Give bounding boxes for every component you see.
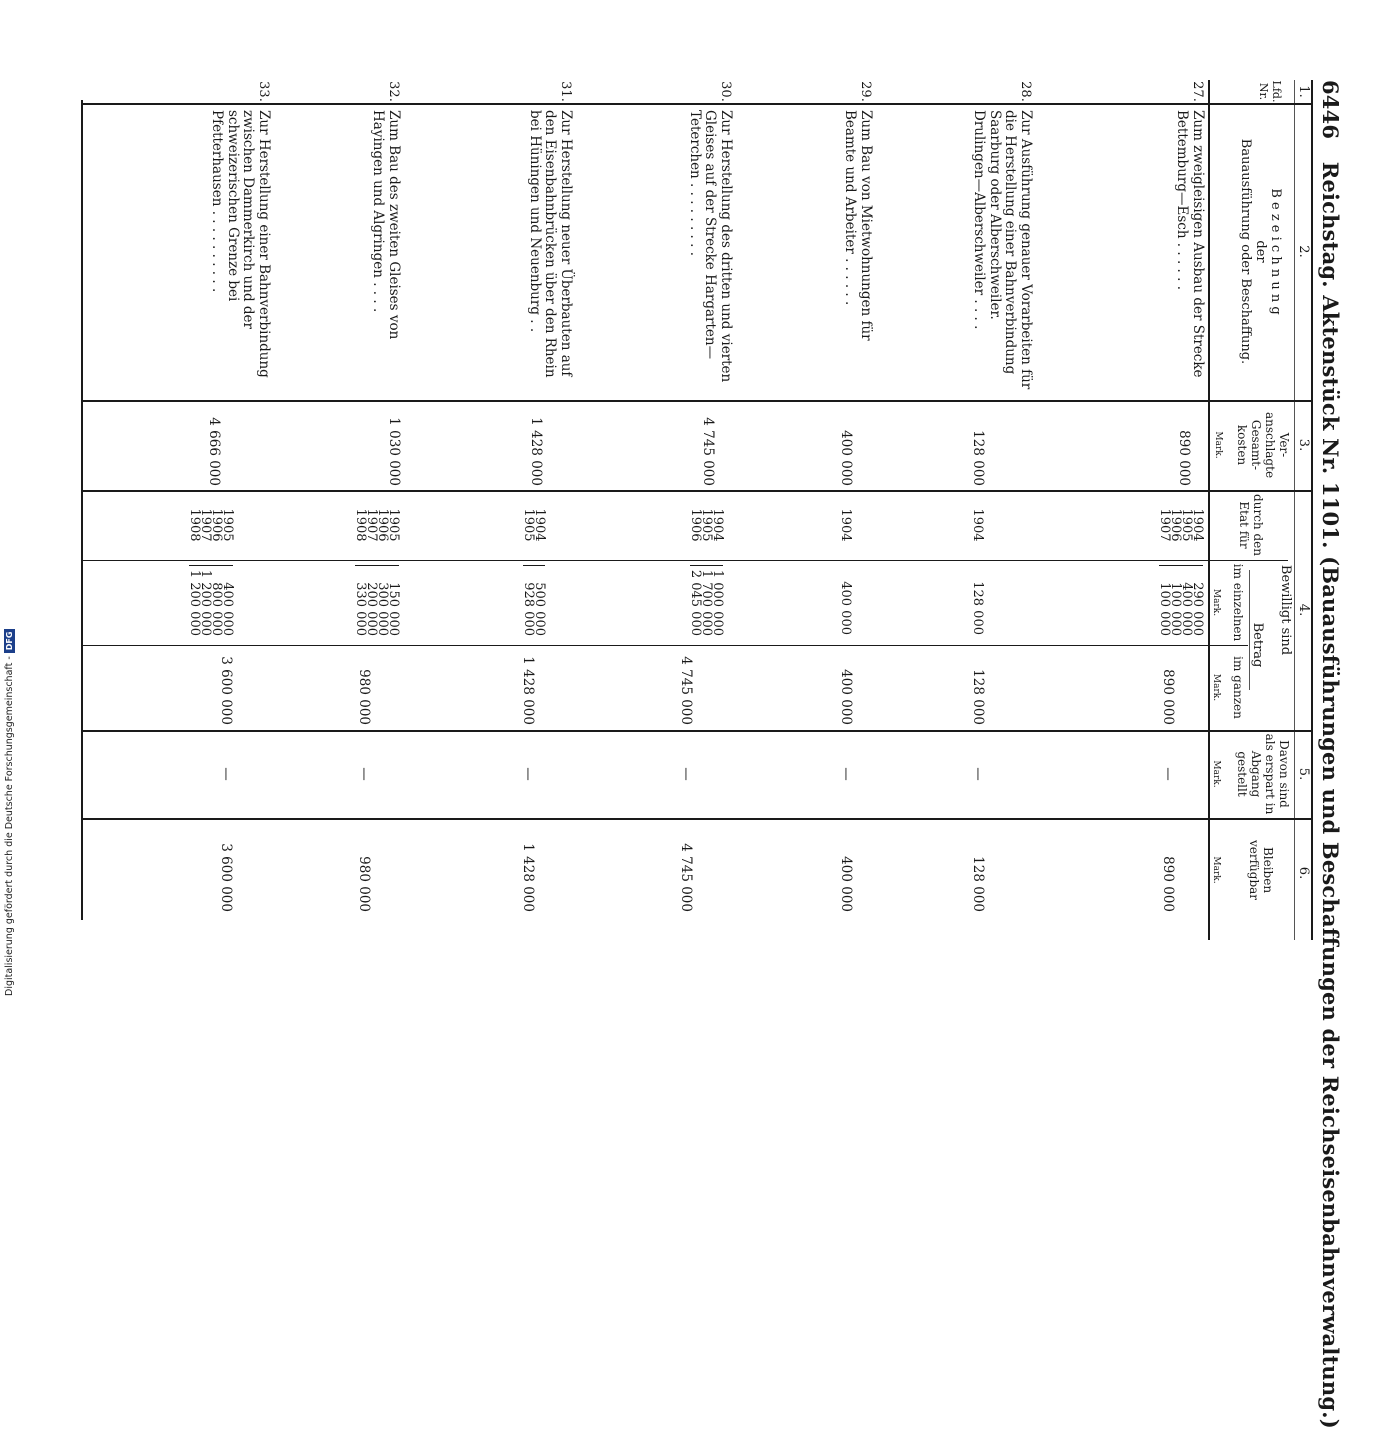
page-title: Reichstag. Aktenstück Nr. 1101. (Bauausführungen und Beschaffungen der Reichseisenbahnverwaltung.) bbox=[1318, 161, 1343, 1429]
row-27-year-2: 1905 bbox=[1179, 508, 1194, 542]
header-mark-6: Mark. bbox=[1211, 856, 1221, 884]
row-28-total: 128 000 bbox=[970, 669, 986, 725]
row-32-amounts bbox=[355, 565, 399, 640]
row-30-amount-3: 2 045 000 bbox=[688, 569, 703, 636]
credit-text: Digitalisierung gefördert durch die Deutsche Forschungsgemeinschaft - bbox=[4, 656, 15, 996]
row-27-amounts bbox=[1159, 565, 1203, 640]
row-31-desc: Zur Herstellung neuer Überbauten auf den Eisenbahnbrücken über den Rhein bei Hüningen und Neuenburg . . bbox=[527, 110, 574, 378]
row-27-desc: Zum zweigleisigen Ausbau der Strecke Bettemburg—Esch . . . . . . bbox=[1174, 110, 1206, 378]
header-veranschlagte: Ver-anschlagte Gesamt-kosten bbox=[1235, 411, 1291, 479]
row-33-year-3: 1907 bbox=[198, 508, 213, 542]
dfg-logo: DFG bbox=[4, 629, 15, 654]
row-33-total: 3 600 000 bbox=[218, 656, 234, 725]
row-32-amount-1: 150 000 bbox=[386, 582, 401, 636]
header-bezeichnung-1: B e z e i c h n u n g bbox=[1268, 188, 1283, 315]
row-32-year-2: 1906 bbox=[375, 508, 390, 542]
colnum-5: 5. bbox=[1296, 767, 1311, 781]
row-28-cost: 128 000 bbox=[970, 430, 986, 486]
header-mark-4a: Mark. bbox=[1211, 588, 1221, 617]
colnum-6: 6. bbox=[1296, 866, 1311, 880]
colnum-3: 3. bbox=[1296, 438, 1311, 452]
header-betrag: Betrag bbox=[1250, 622, 1265, 668]
row-27-amount-2: 400 000 bbox=[1179, 582, 1194, 636]
header-mark-3: Mark. bbox=[1213, 431, 1223, 459]
row-32-verfuegbar: 980 000 bbox=[356, 856, 372, 912]
row-30-cost: 4 745 000 bbox=[700, 417, 716, 486]
row-27-abgang: — bbox=[1160, 767, 1176, 781]
row-29-cost: 400 000 bbox=[838, 430, 854, 486]
row-32-nr: 32. bbox=[386, 81, 401, 102]
header-bezeichnung-3: Bauausführung oder Beschaffung. bbox=[1238, 138, 1253, 365]
row-32-amount-3: 200 000 bbox=[364, 582, 379, 636]
row-33-year-4: 1908 bbox=[187, 508, 202, 542]
header-davon: Davon sind als erspart in Abgang gestellt bbox=[1235, 733, 1291, 815]
row-33-amount-3: 1 200 000 bbox=[198, 569, 213, 636]
row-32-abgang: — bbox=[356, 767, 372, 781]
row-30-total: 4 745 000 bbox=[678, 656, 694, 725]
row-28-verfuegbar: 128 000 bbox=[970, 856, 986, 912]
row-33-desc: Zur Herstellung einer Bahnverbindung zwischen Dammerkirch und der schweizerischen Grenze bei Pfetterhausen . . . . . . . . . . bbox=[209, 110, 272, 378]
row-30-year-2: 1905 bbox=[699, 508, 714, 542]
row-28-years bbox=[972, 495, 983, 555]
row-29-abgang: — bbox=[838, 767, 854, 781]
row-32-amount-4: 330 000 bbox=[353, 582, 368, 636]
row-29-amount-1: 400 000 bbox=[838, 581, 853, 635]
row-31-verfuegbar: 1 428 000 bbox=[520, 843, 536, 912]
row-30-abgang: — bbox=[678, 767, 694, 781]
row-29-verfuegbar: 400 000 bbox=[838, 856, 854, 912]
row-31-cost: 1 428 000 bbox=[528, 417, 544, 486]
row-27-cost: 890 000 bbox=[1176, 430, 1192, 486]
colnum-2: 2. bbox=[1296, 245, 1311, 258]
row-33-years bbox=[189, 495, 233, 555]
row-33-year-2: 1906 bbox=[209, 508, 224, 542]
vline-bewilligt bbox=[83, 730, 1313, 732]
row-27-verfuegbar: 890 000 bbox=[1160, 856, 1176, 912]
vline-years bbox=[83, 560, 1288, 561]
row-31-nr: 31. bbox=[558, 81, 573, 102]
row-31-year-1: 1904 bbox=[532, 508, 547, 542]
row-33-abgang: — bbox=[218, 767, 234, 781]
row-32-desc: Zum Bau des zweiten Gleises von Hayingen und Algringen . . . . bbox=[370, 110, 402, 340]
page-header bbox=[1318, 80, 1343, 1429]
row-29-year-1: 1904 bbox=[838, 508, 853, 542]
header-bezeichnung-2: der bbox=[1253, 240, 1268, 263]
rule-bottom bbox=[81, 100, 83, 920]
row-33-cost: 4 666 000 bbox=[206, 417, 222, 486]
header-mark-4b: Mark. bbox=[1211, 673, 1221, 702]
row-29-amounts bbox=[840, 565, 851, 639]
header-im-ganzen: im ganzen bbox=[1231, 656, 1245, 719]
row-30-amount-2: 1 700 000 bbox=[699, 569, 714, 636]
row-31-amount-1: 500 000 bbox=[532, 582, 547, 636]
vline-desc bbox=[83, 400, 1313, 402]
row-28-abgang: — bbox=[970, 767, 986, 781]
row-30-verfuegbar: 4 745 000 bbox=[678, 843, 694, 912]
header-im-einzelnen: im einzelnen bbox=[1231, 563, 1245, 642]
row-29-total: 400 000 bbox=[838, 669, 854, 725]
row-33-year-1: 1905 bbox=[220, 508, 235, 542]
row-32-year-4: 1908 bbox=[353, 508, 368, 542]
row-27-amount-4: 100 000 bbox=[1157, 582, 1172, 636]
colnum-1: 1. bbox=[1296, 85, 1311, 98]
row-32-cost: 1 030 000 bbox=[386, 417, 402, 486]
row-28-year-1: 1904 bbox=[970, 508, 985, 542]
row-33-amounts bbox=[189, 565, 233, 640]
row-33-verfuegbar: 3 600 000 bbox=[218, 843, 234, 912]
row-31-amount-2: 928 000 bbox=[521, 582, 536, 636]
row-33-nr: 33. bbox=[256, 81, 271, 102]
row-27-year-3: 1906 bbox=[1168, 508, 1183, 542]
row-33-amount-4: 1 200 000 bbox=[187, 569, 202, 636]
header-bleiben: Bleiben verfügbar bbox=[1247, 839, 1275, 901]
row-31-amounts bbox=[523, 565, 545, 640]
colnum-4: 4. bbox=[1296, 603, 1311, 617]
row-32-years bbox=[355, 495, 399, 555]
rule-sub bbox=[1294, 500, 1295, 624]
row-30-year-1: 1904 bbox=[710, 508, 725, 542]
row-29-desc: Zum Bau von Mietwohnungen für Beamte und Arbeiter . . . . . . bbox=[842, 110, 874, 341]
row-27-nr: 27. bbox=[1190, 81, 1205, 102]
header-lfd-nr: Lfd. Nr. bbox=[1257, 80, 1283, 103]
row-27-year-4: 1907 bbox=[1157, 508, 1172, 542]
row-30-year-3: 1906 bbox=[688, 508, 703, 542]
page-number: 6446 bbox=[1318, 80, 1343, 140]
row-31-year-2: 1905 bbox=[521, 508, 536, 542]
header-mark-5: Mark. bbox=[1211, 760, 1221, 788]
row-29-years bbox=[840, 495, 851, 555]
row-28-amount-1: 128 000 bbox=[970, 581, 985, 635]
rule-header-bottom bbox=[1208, 80, 1210, 940]
row-33-amount-2: 800 000 bbox=[209, 582, 224, 636]
rule-top bbox=[1311, 80, 1313, 940]
row-32-amount-2: 300 000 bbox=[375, 582, 390, 636]
row-27-total: 890 000 bbox=[1160, 669, 1176, 725]
row-30-years bbox=[690, 495, 723, 555]
row-28-desc: Zur Ausführung genauer Vorarbeiten für die Herstellung einer Bahnverbindung Saarburg oder Alberschweiler. Drulingen—Alberschweiler . . . . bbox=[971, 110, 1034, 390]
vline-einzeln bbox=[83, 645, 1248, 646]
row-31-total: 1 428 000 bbox=[520, 656, 536, 725]
row-33-amount-1: 400 000 bbox=[220, 582, 235, 636]
row-32-total: 980 000 bbox=[356, 669, 372, 725]
vline-cost bbox=[83, 490, 1313, 492]
row-32-year-3: 1907 bbox=[364, 508, 379, 542]
row-29-nr: 29. bbox=[858, 81, 873, 102]
row-28-amounts bbox=[972, 565, 983, 639]
row-30-nr: 30. bbox=[718, 81, 733, 102]
row-28-nr: 28. bbox=[1018, 81, 1033, 102]
row-27-years bbox=[1159, 495, 1203, 555]
digitization-credit bbox=[4, 2, 20, 996]
row-30-desc: Zur Herstellung des dritten und vierten Gleises auf der Strecke Hargarten—Teterchen . . . . . . . . . bbox=[687, 110, 734, 383]
header-durch-etat: durch den Etat für bbox=[1237, 494, 1265, 556]
row-31-abgang: — bbox=[520, 767, 536, 781]
row-32-year-1: 1905 bbox=[386, 508, 401, 542]
row-27-amount-1: 290 000 bbox=[1190, 582, 1205, 636]
header-bezeichnung bbox=[1238, 103, 1283, 400]
row-27-amount-3: 100 000 bbox=[1168, 582, 1183, 636]
row-27-year-1: 1904 bbox=[1190, 508, 1205, 542]
row-30-amount-1: 1 000 000 bbox=[710, 569, 725, 636]
header-bewilligt: Bewilligt sind bbox=[1278, 564, 1293, 656]
vline-nr bbox=[83, 103, 1313, 105]
vline-abgang bbox=[83, 818, 1313, 820]
row-30-amounts bbox=[690, 565, 723, 640]
row-31-years bbox=[523, 495, 545, 555]
